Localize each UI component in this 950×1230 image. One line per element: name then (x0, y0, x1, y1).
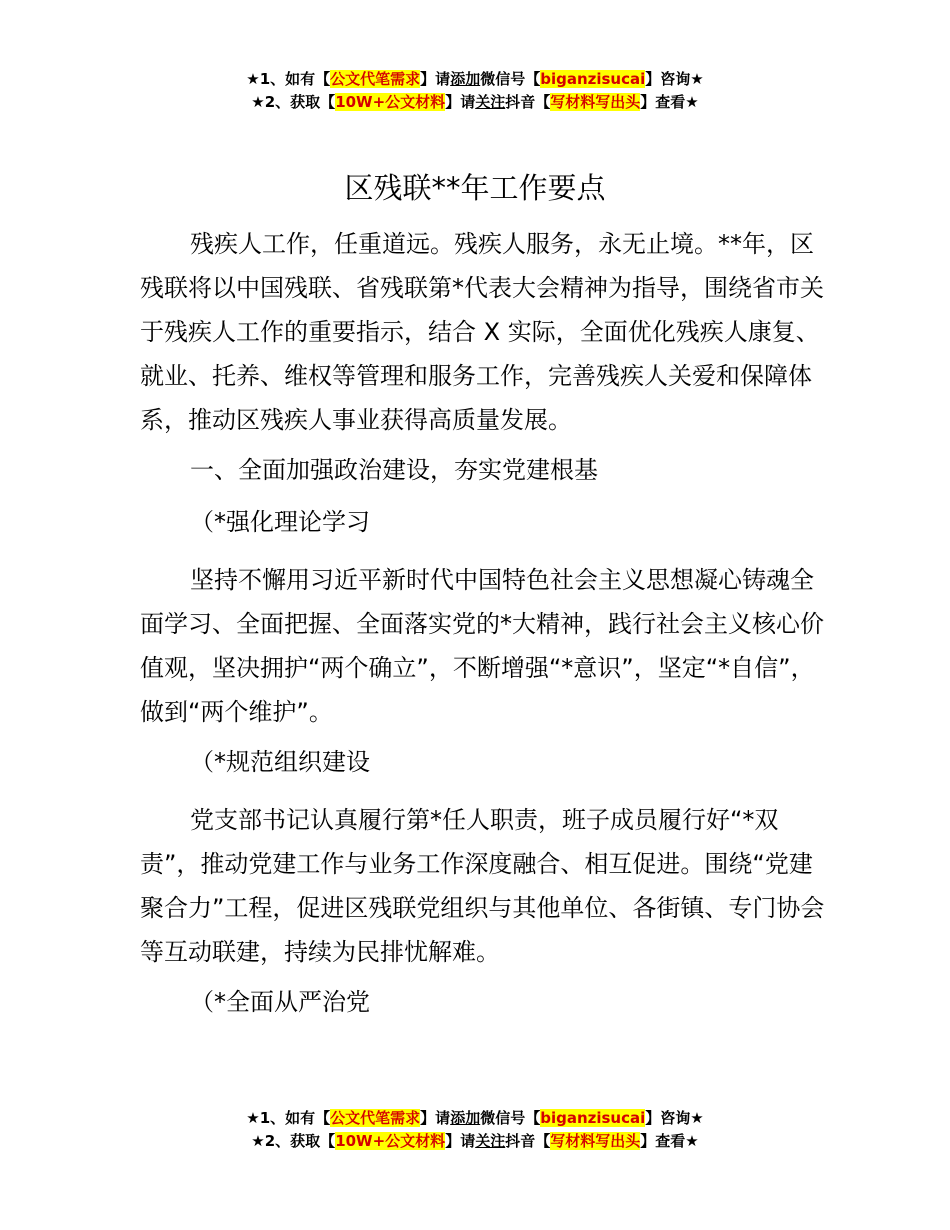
banner-text: 】查看★ (640, 93, 699, 111)
banner-text: ★1、如有【 (246, 1109, 331, 1127)
banner-highlight: 公文代笔需求 (330, 1109, 421, 1127)
banner-highlight-wechat: biganzisucai (540, 1109, 646, 1127)
subsection-heading: （*规范组织建设 (190, 748, 370, 776)
banner-text: 微信号【 (480, 70, 541, 88)
banner-text: 】请 (445, 1132, 476, 1150)
subsection-heading: （*全面从严治党 (190, 988, 370, 1016)
document-title: 区残联**年工作要点 (344, 171, 606, 205)
banner-line-2 (0, 91, 950, 114)
banner-text: ★2、获取【 (251, 93, 336, 111)
banner-highlight-wechat: biganzisucai (540, 70, 646, 88)
section-heading: 一、全面加强政治建设，夯实党建根基 (190, 456, 598, 484)
subsection-heading: （*强化理论学习 (190, 508, 370, 536)
banner-line-1 (0, 1107, 950, 1130)
subsection-paragraph: 党支部书记认真履行第*任人职责，班子成员履行好“*双责”，推动党建工作与业务工作深度融合、相互促进。围绕“党建聚合力”工程，促进区残联党组织与其他单位、各街镇、专门协会等互动联建，持续为民排忧解难。 (140, 806, 825, 966)
banner-underlined-text: 添加 (450, 1109, 481, 1127)
banner-text: 抖音【 (505, 93, 551, 111)
banner-text: 】查看★ (640, 1132, 699, 1150)
banner-underlined-text: 关注 (475, 1132, 506, 1150)
banner-text: 抖音【 (505, 1132, 551, 1150)
banner-text: 】请 (445, 93, 476, 111)
header-banner (0, 68, 950, 114)
banner-highlight: 10W+公文材料 (335, 1132, 446, 1150)
banner-text: 】咨询★ (645, 1109, 704, 1127)
subsection-paragraph: 坚持不懈用习近平新时代中国特色社会主义思想凝心铸魂全面学习、全面把握、全面落实党的*大精神，践行社会主义核心价值观，坚决拥护“两个确立”，不断增强“*意识”，坚定“*自信”，做到“两个维护”。 (140, 566, 824, 726)
banner-line-1 (0, 68, 950, 91)
banner-highlight-douyin: 写材料写出头 (550, 93, 641, 111)
banner-text: 微信号【 (480, 1109, 541, 1127)
banner-highlight: 10W+公文材料 (335, 93, 446, 111)
banner-highlight-douyin: 写材料写出头 (550, 1132, 641, 1150)
banner-line-2 (0, 1130, 950, 1153)
banner-underlined-text: 关注 (475, 93, 506, 111)
banner-text: ★1、如有【 (246, 70, 331, 88)
banner-text: 】咨询★ (645, 70, 704, 88)
banner-text: 】请 (420, 1109, 451, 1127)
intro-paragraph: 残疾人工作，任重道远。残疾人服务，永无止境。**年，区残联将以中国残联、省残联第*代表大会精神为指导，围绕省市关于残疾人工作的重要指示，结合 X 实际，全面优化残疾人康复、就业、托养、维权等管理和服务工作，完善残疾人关爱和保障体系，推动区残疾人事业获得高质量发展。 (140, 230, 824, 434)
banner-text: ★2、获取【 (251, 1132, 336, 1150)
document-body (140, 222, 830, 1038)
footer-banner (0, 1107, 950, 1153)
banner-underlined-text: 添加 (450, 70, 481, 88)
banner-highlight: 公文代笔需求 (330, 70, 421, 88)
banner-text: 】请 (420, 70, 451, 88)
